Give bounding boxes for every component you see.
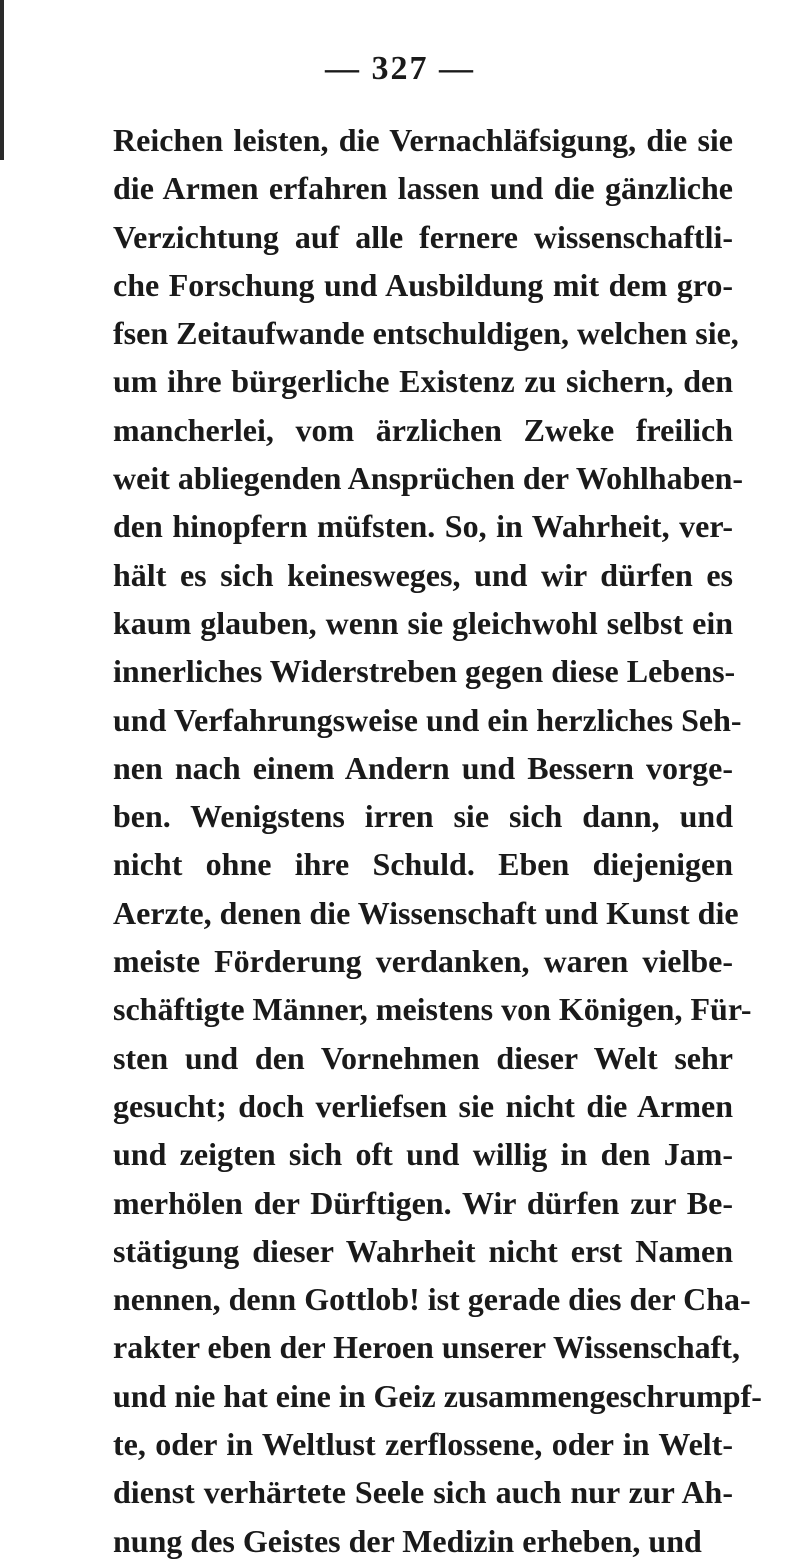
text-line: che Forschung und Ausbildung mit dem gro- (113, 266, 733, 303)
text-line: nung des Geistes der Medizin erheben, und (113, 1522, 702, 1559)
text-line: nicht ohne ihre Schuld. Eben diejenigen (113, 846, 733, 883)
text-line: weit abliegenden Ansprüchen der Wohlhaben- (113, 460, 744, 497)
text-line: nen nach einem Andern und Bessern vorge- (113, 749, 733, 786)
text-line: dienst verhärtete Seele sich auch nur zur Ah- (113, 1474, 733, 1511)
body-text (113, 116, 762, 1565)
text-line: ben. Wenigstens irren sie sich dann, und (113, 798, 733, 835)
text-line: und zeigten sich oft und willig in den Jam- (113, 1136, 733, 1173)
text-line: gesucht; doch verliefsen sie nicht die Armen (113, 1087, 733, 1124)
text-line: kaum glauben, wenn sie gleichwohl selbst ein (113, 604, 733, 641)
text-line: Aerzte, denen die Wissenschaft und Kunst die (113, 894, 739, 931)
text-line: te, oder in Weltlust zerflossene, oder in Welt- (113, 1426, 733, 1463)
text-line: die Armen erfahren lassen und die gänzliche (113, 170, 733, 207)
text-line: den hinopfern müfsten. So, in Wahrheit, ver- (113, 508, 733, 545)
text-line: merhölen der Dürftigen. Wir dürfen zur Be- (113, 1184, 733, 1221)
text-line: und nie hat eine in Geiz zusammengeschrumpf- (113, 1377, 762, 1414)
text-line: meiste Förderung verdanken, waren vielbe- (113, 943, 733, 980)
text-line: mancherlei, vom ärzlichen Zweke freilich (113, 411, 733, 448)
text-line: stätigung dieser Wahrheit nicht erst Namen (113, 1232, 733, 1269)
text-line: schäftigte Männer, meistens von Königen, Für- (113, 991, 752, 1028)
text-line: um ihre bürgerliche Existenz zu sichern, den (113, 363, 733, 400)
text-line: hält es sich keinesweges, und wir dürfen es (113, 556, 733, 593)
text-line: rakter eben der Heroen unserer Wissenschaft, (113, 1329, 740, 1366)
text-line: Reichen leisten, die Vernachläfsigung, die sie (113, 122, 733, 158)
text-line: nennen, denn Gottlob! ist gerade dies der Cha- (113, 1281, 751, 1318)
text-line: fsen Zeitaufwande entschuldigen, welchen sie, (113, 315, 739, 352)
page-number-header: — 327 — (325, 50, 475, 87)
text-line: innerliches Widerstreben gegen diese Lebens- (113, 653, 736, 690)
text-line: Verzichtung auf alle fernere wissenschaftli- (113, 218, 733, 255)
text-line: und Verfahrungsweise und ein herzliches Seh- (113, 701, 742, 738)
text-line: sten und den Vornehmen dieser Welt sehr (113, 1039, 733, 1076)
